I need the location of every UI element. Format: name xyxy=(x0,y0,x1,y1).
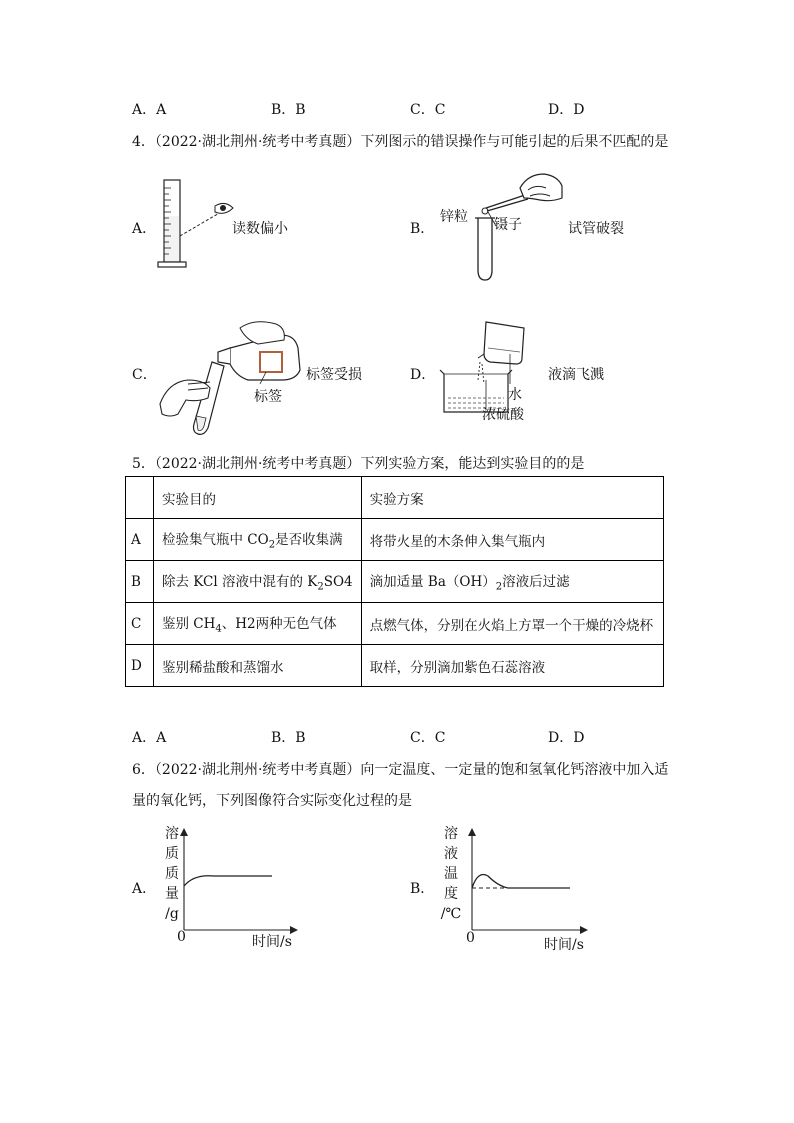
table-header-goal: 实验目的 xyxy=(154,477,362,519)
q4-a-label[interactable]: A． xyxy=(132,221,157,237)
row-plan: 点燃气体，分别在火焰上方罩一个干燥的冷烧杯 xyxy=(361,603,663,645)
pouring-reagent-bottle-illustration xyxy=(158,318,308,436)
q4-d-label[interactable]: D． xyxy=(410,367,436,383)
q4-b-label[interactable]: B． xyxy=(410,221,435,237)
q5-option-d[interactable]: D．D xyxy=(548,730,585,746)
q4-b-part-zinc: 锌粒 xyxy=(440,209,468,225)
q4-d-part-acid: 浓硫酸 xyxy=(482,407,524,423)
q5-stem: 5．（2022·湖北荆州·统考中考真题）下列实验方案，能达到实验目的的是 xyxy=(132,456,585,472)
q5-options xyxy=(0,727,794,747)
graduated-cylinder-illustration xyxy=(155,176,240,272)
q5-option-b[interactable]: B．B xyxy=(271,730,306,746)
q4-b-part-tweezers: 镊子 xyxy=(494,217,522,233)
row-goal: 检验集气瓶中 $CO_2$是否收集满 xyxy=(154,519,362,561)
table-header-key xyxy=(126,477,154,519)
row-plan: 滴加适量 $Ba(OH)_2$溶液后过滤 xyxy=(361,561,663,603)
table-row xyxy=(126,603,664,645)
row-plan: 将带火星的木条伸入集气瓶内 xyxy=(361,519,663,561)
q4-b-caption: 试管破裂 xyxy=(568,221,624,237)
q6-stem-line1: 6．（2022·湖北荆州·统考中考真题）向一定温度、一定量的饱和氢氧化钙溶液中加入适 xyxy=(132,762,669,778)
row-key: A xyxy=(126,519,154,561)
q4-c-caption: 标签受损 xyxy=(306,367,362,383)
table-row xyxy=(126,645,664,687)
q3-option-b[interactable]: B．B xyxy=(271,102,306,118)
q6-a-label[interactable]: A． xyxy=(132,881,157,897)
q3-options xyxy=(0,99,794,119)
q5-option-a[interactable]: A．A xyxy=(132,730,167,746)
row-key: C xyxy=(126,603,154,645)
q4-c-part-label: 标签 xyxy=(254,389,282,405)
q3-option-d[interactable]: D．D xyxy=(548,102,585,118)
q4-stem: 4．（2022·湖北荆州·统考中考真题）下列图示的错误操作与可能引起的后果不匹配的是 xyxy=(132,134,669,150)
q6-a-x-axis-label: 时间/s xyxy=(252,934,292,950)
row-goal: 除去 KCl 溶液中混有的 $K_2SO4$ xyxy=(154,561,362,603)
q6-b-origin: 0 xyxy=(466,930,475,946)
row-goal: 鉴别稀盐酸和蒸馏水 xyxy=(154,645,362,687)
q6-a-origin: 0 xyxy=(177,929,186,945)
q6-b-x-axis-label: 时间/s xyxy=(544,937,584,953)
q6-a-y-axis-label: 溶 质 质 量 /g xyxy=(165,826,179,922)
q6-b-graph xyxy=(468,826,590,936)
q6-b-y-axis-label: 溶 液 温 度 /℃ xyxy=(440,826,462,922)
q3-option-a[interactable]: A．A xyxy=(132,102,167,118)
row-key: B xyxy=(126,561,154,603)
q4-d-part-water: 水 xyxy=(508,387,522,403)
experiment-table xyxy=(125,476,664,687)
q5-option-c[interactable]: C．C xyxy=(410,730,446,746)
q6-a-curve xyxy=(184,876,272,886)
q4-a-caption: 读数偏小 xyxy=(232,221,288,237)
row-key: D xyxy=(126,645,154,687)
q4-c-label[interactable]: C． xyxy=(132,367,157,383)
table-row xyxy=(126,561,664,603)
q6-a-graph xyxy=(180,826,300,936)
q6-stem-line2: 量的氧化钙，下列图像符合实际变化过程的是 xyxy=(132,793,412,809)
q3-option-c[interactable]: C．C xyxy=(410,102,446,118)
row-plan: 取样，分别滴加紫色石蕊溶液 xyxy=(361,645,663,687)
q4-d-caption: 液滴飞溅 xyxy=(548,367,604,383)
q6-b-curve xyxy=(472,875,570,889)
row-goal: 鉴别 $CH_4$、H2两种无色气体 xyxy=(154,603,362,645)
table-header-row xyxy=(126,477,664,519)
q6-b-label[interactable]: B． xyxy=(410,881,435,897)
table-header-plan: 实验方案 xyxy=(361,477,663,519)
table-row xyxy=(126,519,664,561)
